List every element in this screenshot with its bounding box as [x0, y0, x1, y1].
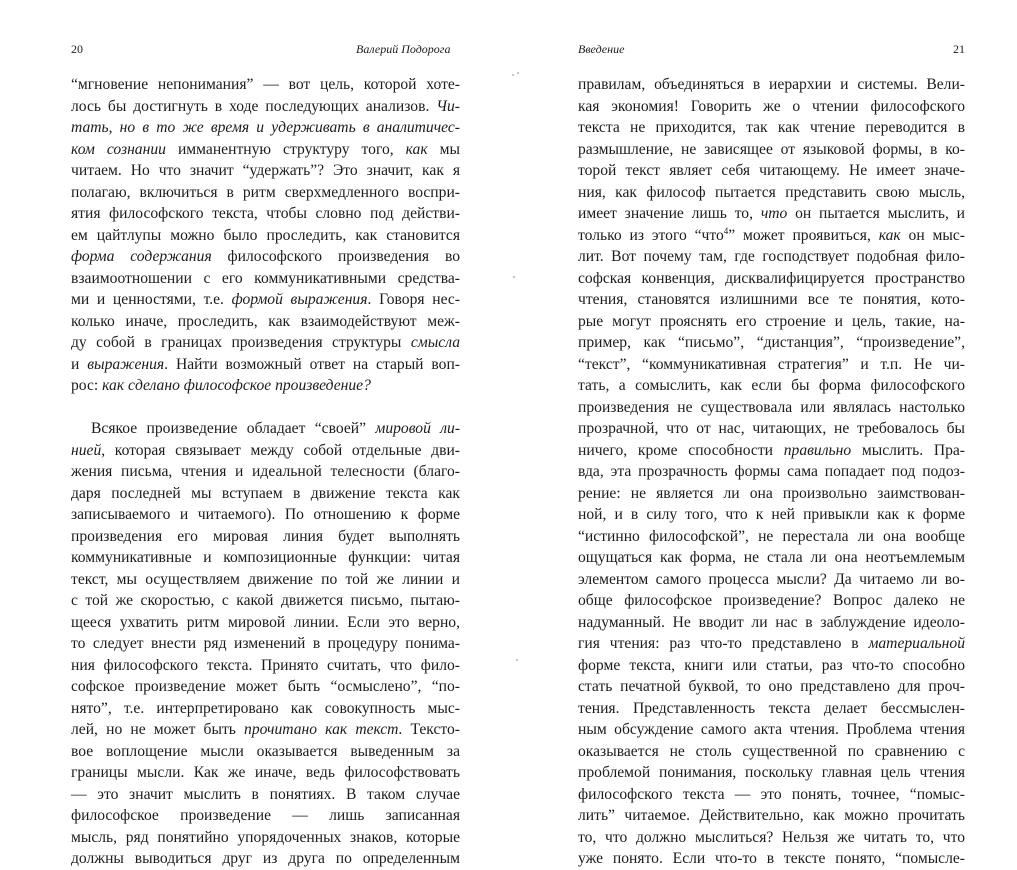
italic-run: выражения	[87, 355, 165, 373]
text-line	[71, 762, 460, 784]
text-line	[578, 311, 965, 333]
text-run: мыслить. Пра-	[851, 441, 966, 459]
text-line	[578, 182, 965, 204]
text-line	[578, 246, 965, 268]
text-run: взаимоотношении с его коммуникативными средства-	[71, 269, 460, 287]
text-line	[578, 74, 965, 96]
text-line	[71, 117, 460, 139]
text-run: вое воплощение мысли оказывается выведенным за	[71, 742, 460, 760]
text-line	[71, 74, 460, 96]
text-line	[578, 397, 965, 419]
text-run: , которая связывает между собой отдельные дви-	[101, 441, 460, 459]
text-line	[578, 698, 965, 720]
text-line	[71, 848, 460, 870]
text-run: “текст”, “коммуникативная стратегия” и т.п. Не чи-	[578, 355, 965, 373]
italic-run: как	[405, 140, 428, 158]
text-run: софская конвенция, дисквалифицируется пространство	[578, 269, 965, 287]
text-run: Всякое произведение обладает “своей”	[91, 420, 376, 437]
text-line	[578, 332, 965, 354]
text-line	[71, 569, 460, 591]
gutter-specks	[508, 0, 548, 800]
text-line	[578, 289, 965, 311]
text-run: и	[71, 355, 88, 373]
text-run: произведения не существовала или являлась настолько	[578, 398, 965, 416]
text-line	[578, 160, 965, 182]
text-line	[578, 268, 965, 290]
text-run: чтения, становятся излишними все те понятия, кото-	[578, 291, 965, 308]
text-line	[71, 461, 460, 483]
text-line	[578, 569, 965, 591]
text-run: рение: не является ли она произвольно заимствован-	[578, 484, 965, 502]
text-run: гия чтения: раз что-то представлено в	[578, 635, 869, 652]
text-line	[71, 676, 460, 698]
text-line	[578, 741, 965, 763]
italic-run: нией	[71, 441, 102, 459]
text-line	[71, 375, 460, 397]
text-run: границы мысли. Как же иначе, ведь философствовать	[71, 764, 460, 781]
text-line	[71, 268, 460, 290]
text-line	[578, 418, 965, 440]
text-line	[578, 225, 965, 247]
text-run: имеет значение лишь то,	[578, 205, 761, 222]
text-run: он мыс-	[900, 226, 965, 244]
text-run: стать печатной буквой, то оно представлено для проч-	[578, 678, 965, 695]
italic-run: форма содержания	[71, 248, 212, 265]
text-line	[71, 784, 460, 806]
text-line	[71, 139, 460, 161]
text-line	[578, 719, 965, 741]
text-run: . Говоря нес-	[367, 291, 460, 308]
text-run: он пытается мыслить, и	[787, 205, 965, 222]
text-line	[578, 655, 965, 677]
text-line	[71, 526, 460, 548]
text-line	[71, 827, 460, 849]
text-run: рос:	[71, 377, 103, 394]
text-line	[71, 612, 460, 634]
text-line	[578, 827, 965, 849]
text-run: философское произведение — лишь записанная	[71, 807, 460, 824]
text-run: прозрачной, что от нас, читающих, не требовалось бы	[578, 420, 965, 437]
italic-run: как	[878, 226, 901, 244]
text-line	[71, 289, 460, 311]
text-run: текста не приходится, так как чтение переводится в	[578, 119, 965, 136]
right-page-text	[578, 74, 965, 870]
text-run: форме текста, книги или статьи, раз что-то способно	[578, 656, 965, 674]
italic-run: правильно	[783, 441, 852, 459]
text-line	[578, 590, 965, 612]
text-line	[71, 655, 460, 677]
italic-run: тать, но в то же время и удерживать в аналитичес-	[71, 119, 460, 136]
text-line	[71, 332, 460, 354]
text-run: только из этого “что	[578, 226, 724, 244]
italic-run: ком сознании	[71, 140, 166, 158]
text-run: кая экономия! Говорить же о чтении философского	[578, 97, 965, 115]
text-line	[578, 117, 965, 139]
text-run: жения письма, чтения и идеальной телесности (благо-	[71, 463, 460, 480]
text-run: ния философского текста. Принято считать, что фило-	[71, 656, 460, 674]
text-run: нято”, т.е. интерпретировано как совокупность мыс-	[71, 699, 460, 717]
text-run: колько иначе, проследить, как взаимодействуют меж-	[71, 312, 460, 330]
text-run: . Найти возможный ответ на старый воп-	[164, 355, 460, 373]
text-line	[578, 805, 965, 827]
text-run: с той же скоростью, с какой движется письмо, пытаю-	[71, 592, 460, 609]
text-run: ” может проявиться,	[728, 226, 879, 244]
text-line	[71, 719, 460, 741]
text-line	[71, 590, 460, 612]
left-page-text	[71, 74, 460, 870]
text-line	[578, 96, 965, 118]
page-number-right: 21	[953, 42, 965, 56]
text-line	[578, 762, 965, 784]
text-line	[71, 483, 460, 505]
text-run: мы	[427, 140, 461, 158]
text-line	[71, 418, 460, 440]
text-run: ничего, кроме способности	[578, 441, 784, 459]
text-run: лось бы достигнуть в ходе последующих анализов.	[71, 97, 437, 115]
text-line	[71, 698, 460, 720]
text-line	[71, 182, 460, 204]
text-line	[71, 246, 460, 268]
italic-run: что	[760, 205, 788, 222]
text-line	[578, 203, 965, 225]
italic-run: формой выражения	[231, 291, 368, 308]
footnote-ref: 4	[723, 225, 729, 236]
text-run: коммуникативные и композиционные функции: читая	[71, 549, 460, 566]
text-run: тения. Представленность текста делает бессмыслен-	[578, 699, 965, 717]
text-run: лит. Вот почему там, где господствует подобная фило-	[578, 248, 965, 265]
text-run: лей, но не может быть	[71, 721, 245, 738]
text-run: “мгновение непонимания” — вот цель, которой хоте-	[71, 76, 460, 93]
text-line	[71, 440, 460, 462]
text-run: рые могут прояснять его строение и цель, такие, на-	[578, 312, 965, 330]
text-run: надуманный. Не вводит ли нас в заблуждение идеоло-	[578, 613, 965, 631]
text-line	[71, 311, 460, 333]
text-run: размышление, не зависящее от языковой формы, в ко-	[578, 140, 965, 158]
text-line	[71, 741, 460, 763]
text-run: . Тексто-	[398, 721, 460, 738]
text-line	[71, 354, 460, 376]
italic-run: прочитано как текст	[244, 721, 399, 738]
paragraph-gap	[71, 397, 460, 419]
italic-run: материальной	[868, 635, 965, 652]
text-run: тать, а сомыслить, как если бы форма философского	[578, 377, 965, 394]
text-run: читаем. Но что значит “удержать”? Это значит, как я	[71, 162, 460, 179]
text-run: ния, как философ пытается представить свою мысль,	[578, 183, 965, 201]
text-run: ным обсуждение самого акта чтения. Проблема чтения	[578, 721, 965, 738]
text-run: то, что должно мыслиться? Нельзя же читать то, что	[578, 828, 965, 846]
text-line	[71, 547, 460, 569]
text-run: ной, и в силу того, что к ней привыкли как к форме	[578, 506, 965, 523]
text-run: “истинно философской”, не перестала ли она вообще	[578, 527, 965, 545]
text-line	[578, 504, 965, 526]
text-line	[578, 440, 965, 462]
text-run: проблемой понимания, поскольку главная цель чтения	[578, 764, 965, 781]
italic-run: смысла	[410, 334, 460, 351]
text-run: обще философское произведение? Вопрос далеко не	[578, 592, 965, 609]
text-line	[71, 96, 460, 118]
text-line	[578, 483, 965, 505]
text-line	[578, 461, 965, 483]
text-line	[578, 139, 965, 161]
italic-run: мировой ли-	[375, 420, 461, 437]
text-run: торой текст являет себя читающему. Не имеет значе-	[578, 162, 965, 179]
text-run: уже понято. Если что-то в тексте понято, “помысле-	[578, 850, 965, 867]
text-line	[71, 160, 460, 182]
text-line	[71, 805, 460, 827]
text-run: ощущаться как форма, не стала ли она неотъемлемым	[578, 549, 965, 566]
text-run: оказывается не столь существенной по сравнению с	[578, 742, 965, 760]
text-run: пример, как “письмо”, “дистанция”, “произведение”,	[578, 334, 965, 351]
text-run: даря последней мы вступаем в движение текста как	[71, 484, 460, 502]
text-run: ми и ценностями, т.е.	[71, 291, 232, 308]
text-line	[71, 225, 460, 247]
text-run: правилам, объединяться в иерархии и системы. Вели-	[578, 76, 965, 93]
text-line	[578, 526, 965, 548]
text-run: элементом самого процесса мысли? Да читаемо ли во-	[578, 570, 965, 588]
text-run: текст, мы осуществляем движение по той же линии и	[71, 570, 460, 588]
text-line	[578, 633, 965, 655]
text-run: — это значит мыслить в понятиях. В таком случае	[71, 785, 460, 803]
text-run: вда, эта прозрачность формы сама попадает под подоз-	[578, 463, 965, 480]
italic-run: как сделано философское произведение?	[102, 377, 371, 394]
left-page	[0, 0, 508, 867]
right-page	[508, 0, 1017, 867]
text-run: лить” читаемое. Действительно, как можно прочитать	[578, 807, 965, 824]
text-line	[71, 203, 460, 225]
text-run: философского текста — это понять, точнее, “помыс-	[578, 785, 965, 803]
text-run: записываемого и читаемого). По отношению к форме	[71, 506, 460, 523]
text-line	[578, 784, 965, 806]
text-run: ятия философского текста, чтобы словно под действи-	[71, 205, 460, 222]
text-run: мысль, ряд понятийно упорядоченных знаков, которые	[71, 828, 460, 846]
text-line	[71, 633, 460, 655]
page-number-left: 20	[71, 42, 83, 56]
text-run: софское произведение может быть “осмыслено”, “по-	[71, 678, 460, 695]
text-run: ем цайтлупы можно было проследить, как становится	[71, 226, 460, 244]
text-line	[71, 504, 460, 526]
text-run: должны выводиться друг из друга по определенным	[71, 850, 460, 867]
text-line	[578, 375, 965, 397]
text-run: то следует внести ряд изменений в процедуру понима-	[71, 635, 460, 652]
text-run: ду собой в границах произведения структуры	[71, 334, 411, 351]
italic-run: Чи-	[436, 97, 460, 115]
text-run: философского произведения во	[211, 248, 460, 265]
text-line	[578, 612, 965, 634]
text-run: произведения его мировая линия будет выполнять	[71, 527, 460, 545]
text-line	[578, 676, 965, 698]
text-run: щееся ухватить ритм мировой линии. Если это верно,	[71, 613, 460, 631]
text-line	[578, 354, 965, 376]
text-line	[578, 547, 965, 569]
running-head-left: Валерий Подорога	[356, 42, 451, 56]
text-run: полагаю, включиться в ритм сверхмедленного воспри-	[71, 183, 460, 201]
text-line	[578, 848, 965, 870]
running-head-right: Введение	[578, 42, 625, 56]
text-run: имманентную структуру того,	[165, 140, 406, 158]
